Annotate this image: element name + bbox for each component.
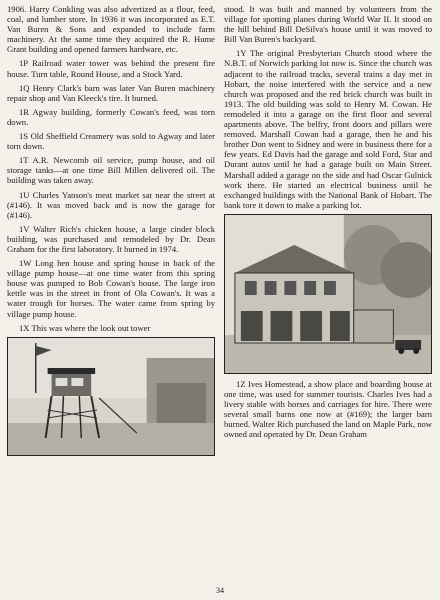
church-garage-photo: [224, 214, 432, 374]
paragraph-1x-continued: stood. It was built and manned by volunteers from the village for spotting planes during World War II. It stood on the hill behind Bill DeSilva's house until it was moved to Bill Van Buren's backyard.: [224, 4, 432, 45]
paragraph-1p-water-tower: 1P Railroad water tower was behind the present fire house. Turn table, Round House, and a Stock Yard.: [7, 58, 215, 79]
paragraph-1v-chicken-house: 1V Walter Rich's chicken house, a large cinder block building, was purchased and remodeled by Dr. Dean Graham for the first laboratory. It burned in 1974.: [7, 223, 215, 254]
paragraph-1r-agway: 1R Agway building, formerly Cowan's feed, was torn down.: [7, 106, 215, 127]
paragraph-1y-presbyterian-church: 1Y The original Presbyterian Church stood where the N.B.T. of Norwich parking lot now is. Since the church was adjacent to the railroad tracks, several trains a day met in Hobart, the noise interfered with the service and a new church was proposed and the red brick church was built in 1913. The old building was sold to Henry M. Cowan. He remodeled it into a garage on the first floor and several apartments above. The belfry, front doors and pillars were removed. Marshall Cowan had a garage, then he and his brother Don went to Sidney and were in business there for a few years. Ed Davis had the garage and sold Ford, Star and Durant autos until he had a garage built on Main Street. Marshall added a garage on the side and had Oscar Gulnick work there. He started an electrical business until he exchanged buildings with the National Bank of Hobart. The bank tore it down to make a parking lot.: [224, 48, 432, 210]
paragraph-1u-meat-market: 1U Charles Yanson's meat market sat near the street at (#146). It was moved back and is now the garage for (#146).: [7, 189, 215, 220]
paragraph-1w-hen-house: 1W Long hen house and spring house in back of the village pump house—at one time water from this spring house was pumped to Bob Cowan's house. The large iron kettle was in the street in front of Ola Cowan's. It was a water trough for horses. The water came from spring by village pump house.: [7, 258, 215, 319]
lookout-tower-photo: [7, 337, 215, 456]
paragraph-1s-creamery: 1S Old Sheffield Creamery was sold to Agway and later torn down.: [7, 131, 215, 152]
paragraph-1x-lookout-tower: 1X This was where the look out tower: [19, 322, 151, 333]
paragraph-harry-conkling: 1906. Harry Conkling was also advertized as a flour, feed, coal, and lumber store. In 1936 it was incorporated as E.T. Van Buren & Sons and expanded to include farm machinery. At the same time they acquired the R. Hume Grant building and opened farmers hardware, etc.: [7, 4, 215, 55]
paragraph-1z-ives-homestead: 1Z Ives Homestead, a show place and boarding house at one time, was used for summer tourists. Charles Ives had a livery stable with horses and carriages for hire. There were several small barns one now at (#169); the larger barn burned. Walter Rich purchased the land on Maple Park, now owned and operated by Dr. Dean Graham: [224, 378, 432, 440]
page-number: 34: [216, 586, 224, 595]
left-column: [7, 4, 215, 461]
paragraph-1t-newcomb-oil: 1T A.R. Newcomb oil service, pump house, and oil storage tanks—at one time Bill Millen delivered oil. The building was taken away.: [7, 155, 215, 186]
right-column: [224, 4, 432, 443]
paragraph-1q-clark-barn: 1Q Henry Clark's barn was later Van Buren machinery repair shop and Van Kleeck's tire. It burned.: [7, 82, 215, 103]
